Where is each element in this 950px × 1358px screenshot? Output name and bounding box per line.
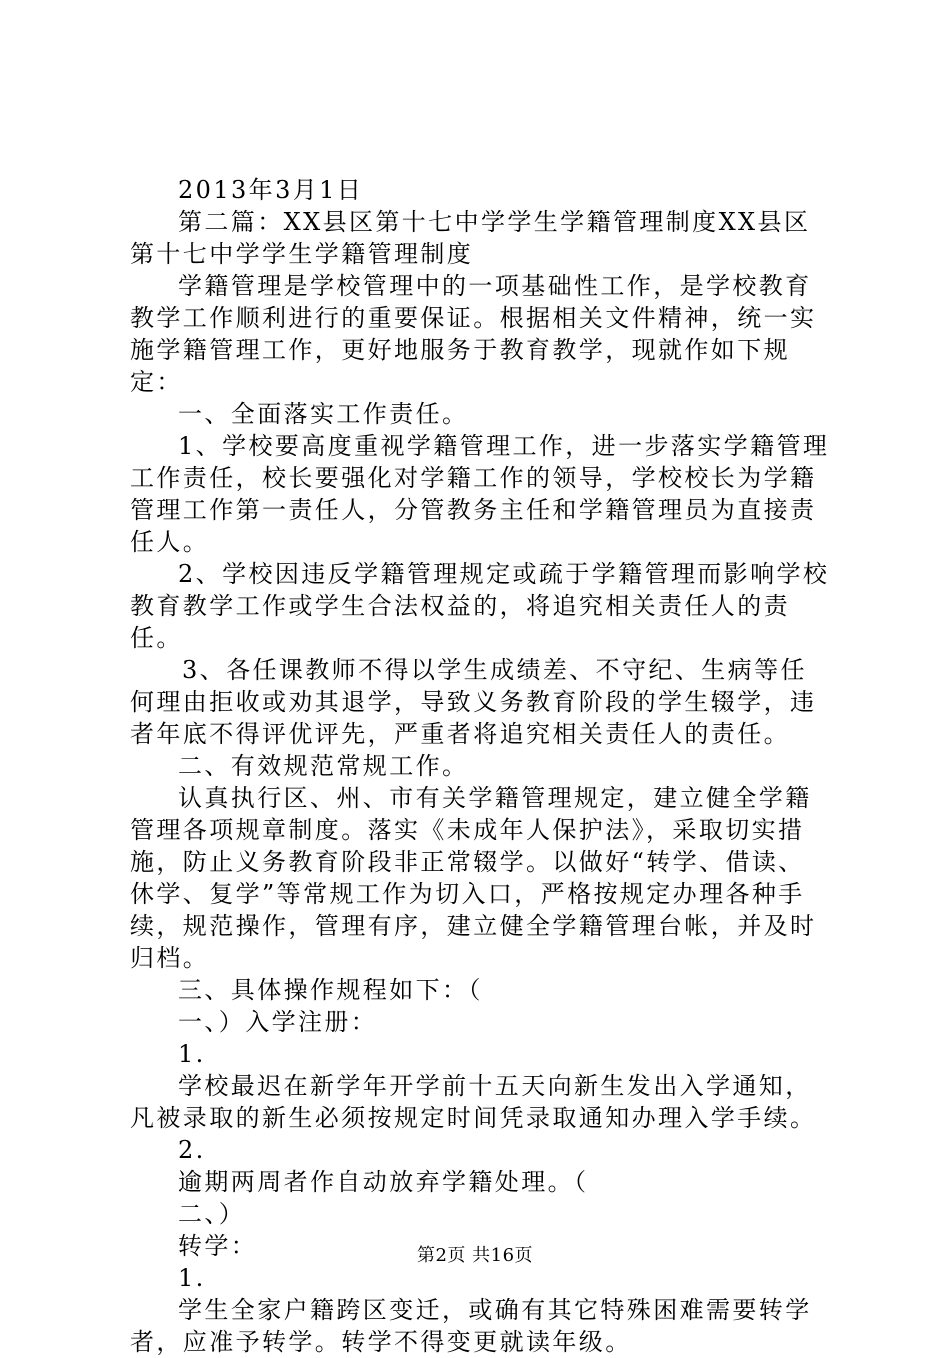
paragraph-1-3: 3、各任课教师不得以学生成绩差、不守纪、生病等任何理由拒收或劝其退学，导致义务教育阶段的学生辍学，违者年底不得评优评先，严重者将追究相关责任人的责任。 (130, 656, 817, 748)
enrollment-paragraph-1: 学校最迟在新学年开学前十五天向新生发出入学通知，凡被录取的新生必须按规定时间凭录取通知办理入学手续。 (130, 1072, 817, 1132)
page-footer: 第2页 共16页 (416, 1245, 534, 1266)
item-number-1-transfer: 1. (178, 1264, 206, 1292)
subheading-enrollment: 一、）入学注册： (178, 1008, 378, 1036)
heading-2: 二、有效规范常规工作。 (178, 752, 469, 780)
heading-3: 三、具体操作规程如下：（ (178, 976, 483, 1004)
paragraph-1-1: 1、学校要高度重视学籍管理工作，进一步落实学籍管理工作责任，校长要强化对学籍工作的领导，学校校长为学籍管理工作第一责任人，分管教务主任和学籍管理员为直接责任人。 (130, 432, 830, 556)
subheading-number-2: 二、） (178, 1200, 246, 1228)
item-number-2: 2. (178, 1136, 206, 1164)
transfer-paragraph-1: 学生全家户籍跨区变迁，或确有其它特殊困难需要转学者，应准予转学。转学不得变更就读年级。 (130, 1296, 812, 1356)
paragraph-1-2: 2、学校因违反学籍管理规定或疏于学籍管理而影响学校教育教学工作或学生合法权益的，将追究相关责任人的责任。 (130, 560, 830, 652)
document-body (130, 174, 830, 1358)
paragraph-2: 认真执行区、州、市有关学籍管理规定，建立健全学籍管理各项规章制度。落实《未成年人保护法》，采取切实措施，防止义务教育阶段非正常辍学。以做好“转学、借读、休学、复学”等常规工作为切入口，严格按规定办理各种手续，规范操作，管理有序，建立健全学籍管理台帐，并及时归档。 (130, 784, 817, 972)
enrollment-paragraph-2: 逾期两周者作自动放弃学籍处理。（ (178, 1168, 589, 1196)
heading-1: 一、全面落实工作责任。 (178, 400, 469, 428)
subheading-transfer: 转学： (178, 1232, 258, 1260)
item-number-1: 1. (178, 1040, 206, 1068)
intro-paragraph: 学籍管理是学校管理中的一项基础性工作，是学校教育教学工作顺利进行的重要保证。根据相关文件精神，统一实施学籍管理工作，更好地服务于教育教学，现就作如下规定： (130, 272, 817, 396)
section-title: 第二篇：XX县区第十七中学学生学籍管理制度XX县区第十七中学学生学籍管理制度 (130, 208, 811, 268)
date-line: 2013年3月1日 (178, 176, 364, 204)
